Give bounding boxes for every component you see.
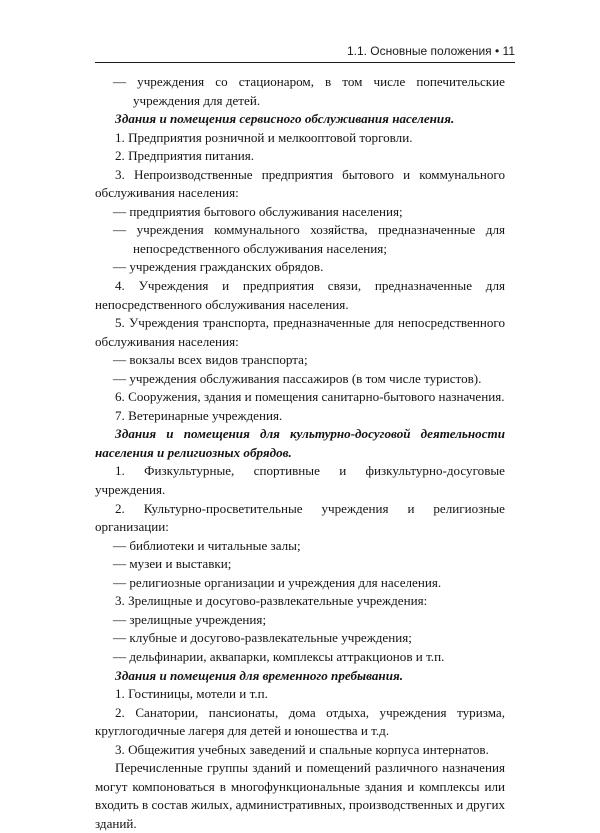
list-item: — религиозные организации и учреждения для населения. (113, 574, 442, 590)
list-item: 3. Непроизводственные предприятия бытового и коммунального обслуживания населения: (95, 166, 505, 201)
list-item: — учреждения коммунального хозяйства, предназначенные для непосредственного обслуживания населения; (113, 222, 505, 256)
list-item: — библиотеки и читальные залы; (113, 537, 301, 553)
list-item: 3. Общежития учебных заведений и спальные корпуса интернатов. (115, 741, 489, 757)
list-item: — учреждения со стационаром, в том числе попечительские учреждения для детей. (113, 74, 505, 108)
list-item: 1. Гостиницы, мотели и т.п. (115, 686, 268, 702)
section-heading: Здания и помещения сервисного обслуживания населения. (115, 111, 455, 127)
list-item: — предприятия бытового обслуживания населения; (113, 203, 403, 219)
list-item: — дельфинарии, аквапарки, комплексы аттракционов и т.п. (113, 648, 445, 664)
list-item: — музеи и выставки; (113, 556, 232, 572)
section-heading: Здания и помещения для временного пребывания. (115, 667, 404, 683)
list-item: 3. Зрелищные и досугово-развлекательные учреждения: (115, 593, 428, 609)
list-item: 2. Санатории, пансионаты, дома отдыха, учреждения туризма, круглогодичные лагеря для детей и юношества и т.д. (95, 704, 505, 739)
paragraph: Перечисленные группы зданий и помещений различного назначения могут компоноваться в многофункциональные здания и комплексы или входить в состав жилых, административных, производственных и других зданий. (95, 760, 505, 831)
page-body (95, 73, 505, 833)
section-heading: Здания и помещения для культурно-досуговой деятельности населения и религиозных обрядов. (95, 426, 505, 460)
list-item: 2. Культурно-просветительные учреждения и религиозные организации: (95, 500, 505, 535)
list-item: 1. Физкультурные, спортивные и физкультурно-досуговые учреждения. (95, 463, 505, 498)
list-item: — учреждения обслуживания пассажиров (в том числе туристов). (113, 370, 482, 386)
list-item: 6. Сооружения, здания и помещения санитарно-бытового назначения. (115, 389, 505, 405)
list-item: — клубные и досугово-развлекательные учреждения; (113, 630, 412, 646)
list-item: 4. Учреждения и предприятия связи, предназначенные для непосредственного обслуживания населения. (95, 278, 505, 312)
running-header (95, 42, 515, 63)
list-item: 7. Ветеринарные учреждения. (115, 407, 283, 423)
list-item: 5. Учреждения транспорта, предназначенные для непосредственного обслуживания населения: (95, 315, 505, 349)
list-item: 2. Предприятия питания. (115, 148, 255, 164)
list-item: 1. Предприятия розничной и мелкооптовой торговли. (115, 129, 413, 145)
list-item: — зрелищные учреждения; (113, 611, 267, 627)
list-item: — вокзалы всех видов транспорта; (113, 352, 308, 368)
running-title: 1.1. Основные положения • 11 (346, 44, 515, 58)
list-item: — учреждения гражданских обрядов. (113, 259, 324, 275)
